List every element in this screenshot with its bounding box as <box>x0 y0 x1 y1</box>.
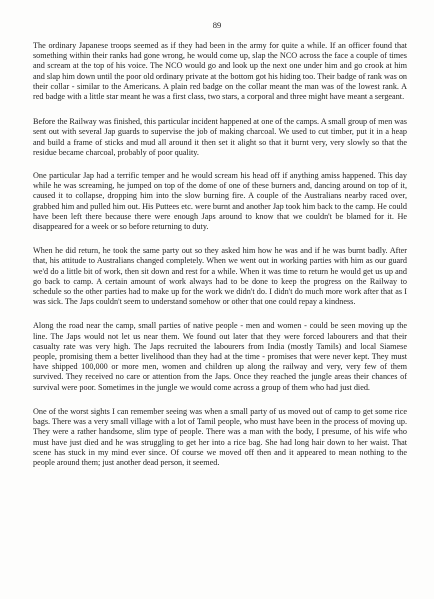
paragraph-tamil-village: One of the worst sights I can remember seeing was when a small party of us moved out of camp to get some rice bags. There was a very small village with a lot of Tamil people, who must have been in the process of moving up. They were a rather handsome, slim type of people. There was a man with the body, I presume, of his wife who must have just died and he was struggling to get her into a rice bag. She had long hair down to her waist. That scene has stuck in my mind ever since. Of course we moved off then and it appeared to mean nothing to the people around them; just another dead person, it seemed. <box>33 406 407 467</box>
paragraph-burner-incident: One particular Jap had a terrific temper and he would scream his head off if anything amiss happened. This day while he was screaming, he jumped on top of the dome of one of these burners and, dancing around on top of it, caused it to collapse, dropping him into the slow burning fire. A couple of the Australians nearby raced over, grabbed him and pulled him out. His Puttees etc. were burnt and another Jap took him back to the camp. He could have been left there because there were enough Japs around to know that we couldn't be blamed for it. He disappeared for a week or so before returning to duty. <box>33 171 407 232</box>
paragraph-guard-return: When he did return, he took the same party out so they asked him how he was and if he was burnt badly. After that, his attitude to Australians changed completely. When we went out in working parties with him as our guard we'd do a little bit of work, then sit down and rest for a while. When it was time to return he would get us up and go back to camp. A certain amount of work always had to be done to keep the progress on the Railway to schedule so the other parties had to make up for the work we didn't do. I didn't do much more work after that as I was sick. The Japs couldn't seem to understand somehow or other that one could repay a kindness. <box>33 246 407 307</box>
body-text <box>33 41 407 481</box>
paragraph-charcoal-making: Before the Railway was finished, this particular incident happened at one of the camps. A small group of men was sent out with several Jap guards to supervise the job of making charcoal. We used to cut timber, put it in a heap and build a frame of sticks and mud all around it then set it alight so that it burnt very, very slowly so that the residue became charcoal, probably of poor quality. <box>33 117 407 157</box>
paragraph-native-labourers: Along the road near the camp, small parties of native people - men and women - could be seen moving up the line. The Japs would not let us near them. We found out later that they were forced labourers and that their casualty rate was very high. The Japs recruited the labourers from India (mostly Tamils) and local Siamese people, promising them a better livelihood than they had at the time - promises that were never kept. They must have shipped 100,000 or more men, women and children up along the railway and very, very few of them survived. They received no care or attention from the Japs. Once they reached the jungle areas their chances of survival were poor. Sometimes in the jungle we would come across a group of them who had just died. <box>33 321 407 392</box>
page-number: 89 <box>212 20 222 30</box>
paragraph-japanese-ranks: The ordinary Japanese troops seemed as if they had been in the army for quite a while. If an officer found that something within their ranks had gone wrong, he would come up, slap the NCO across the face a couple of times and scream at the top of his voice. The NCO would go and look up the next one under him and go crook at him and slap him down until the poor old ordinary private at the bottom got his hiding too. Their badge of rank was on their collar - similar to the Americans. A plain red badge on the collar meant the man was of the lowest rank. A red badge with a little star meant he was a first class, two stars, a corporal and three might have meant a sergeant. <box>33 41 407 102</box>
